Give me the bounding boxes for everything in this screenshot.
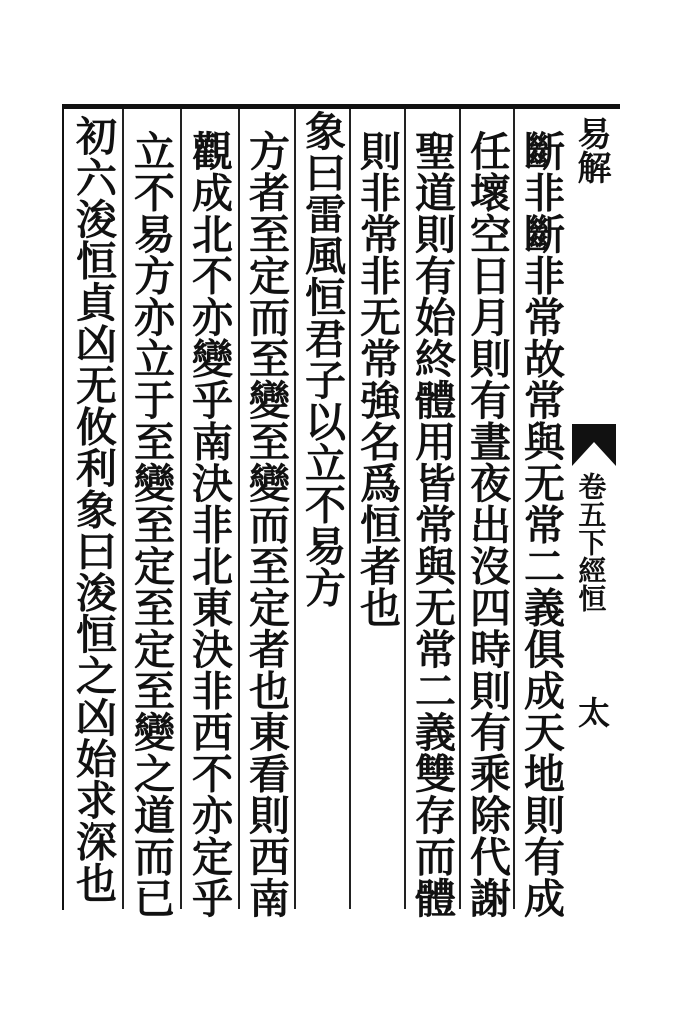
column-rule: [180, 109, 182, 909]
text-column-1: 斷非斷非常故常與无常二義俱成天地則有成: [517, 130, 565, 919]
page-margin-column: [572, 112, 618, 912]
column-rule: [513, 109, 515, 909]
page-frame-left-border: [62, 104, 64, 910]
text-column-3: 聖道則有始終體用皆常與无常二義雙存而體: [408, 130, 456, 919]
text-column-8: 立不易方亦立于至變至定至定至變之道而已: [127, 130, 175, 919]
juan-section-label: 卷五下經恒: [574, 472, 608, 612]
text-column-7: 觀成北不亦變乎南決非北東決非西不亦定乎: [185, 130, 233, 919]
text-column-4: 則非常非无常強名爲恒者也: [353, 130, 401, 628]
text-column-5: 象曰雷風恒君子以立不易方: [298, 110, 346, 608]
text-column-6: 方者至定而至變至變而至定者也東看則西南: [242, 130, 290, 919]
column-rule: [294, 109, 296, 909]
column-rule: [349, 109, 351, 909]
text-column-2: 任壞空日月則有晝夜出沒四時則有乘除代謝: [463, 130, 511, 919]
page-frame-top-border: [62, 104, 620, 109]
page-number: 太: [573, 696, 611, 728]
book-title: 易解: [571, 116, 611, 184]
text-column-9: 初六浚恒貞凶无攸利象曰浚恒之凶始求深也: [69, 115, 117, 904]
fish-tail-ornament-icon: [572, 424, 616, 466]
column-rule: [238, 109, 240, 909]
column-rule: [122, 109, 124, 909]
column-rule: [404, 109, 406, 909]
column-rule: [459, 109, 461, 909]
